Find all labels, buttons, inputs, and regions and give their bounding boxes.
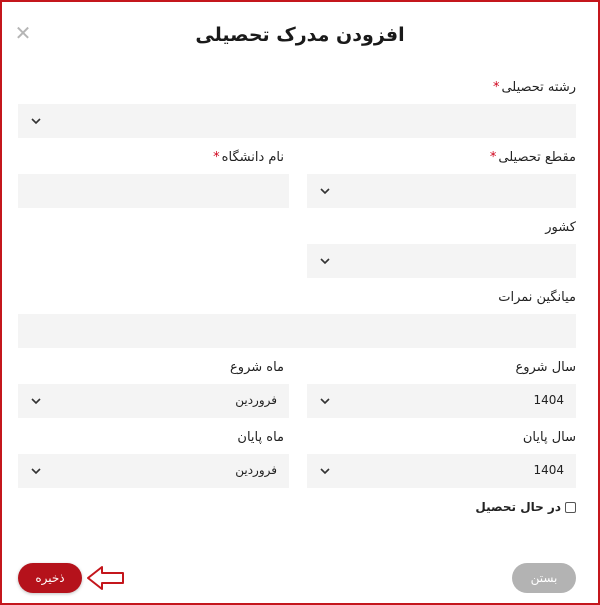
gpa-label: میانگین نمرات (498, 290, 576, 305)
required-marker: * (213, 150, 220, 165)
country-select[interactable] (307, 244, 576, 278)
degree-select[interactable] (307, 174, 576, 208)
chevron-down-icon (30, 115, 42, 127)
chevron-down-icon (30, 465, 42, 477)
degree-label (490, 150, 576, 165)
start-month-label: ماه شروع (230, 360, 284, 375)
chevron-down-icon (319, 185, 331, 197)
degree-label-text: مقطع تحصیلی (498, 150, 576, 165)
start-year-select[interactable] (307, 384, 576, 418)
save-button[interactable]: ذخیره (18, 563, 82, 593)
required-marker: * (492, 80, 500, 95)
start-year-label: سال شروع (515, 360, 576, 375)
university-name-input[interactable] (18, 174, 289, 208)
pointer-arrow-icon (86, 564, 126, 592)
chevron-down-icon (30, 395, 42, 407)
end-month-label: ماه پایان (237, 430, 284, 445)
end-month-select[interactable] (18, 454, 289, 488)
studying-label: در حال تحصیل (475, 500, 561, 514)
studying-checkbox[interactable] (565, 502, 576, 513)
end-year-select[interactable] (307, 454, 576, 488)
close-button[interactable]: بستن (512, 563, 576, 593)
required-marker: * (489, 150, 497, 165)
start-month-value: فروردین (235, 393, 277, 407)
university-name-label (213, 150, 284, 165)
field-of-study-select[interactable] (18, 104, 576, 138)
dialog-title: افزودن مدرک تحصیلی (195, 24, 405, 46)
close-icon[interactable]: ✕ (14, 21, 32, 45)
chevron-down-icon (319, 255, 331, 267)
country-label: کشور (545, 220, 576, 235)
studying-checkbox-row[interactable] (475, 500, 576, 514)
field-of-study-label (493, 80, 576, 95)
end-year-label: سال پایان (522, 430, 576, 445)
chevron-down-icon (319, 465, 331, 477)
chevron-down-icon (319, 395, 331, 407)
university-name-label-text: نام دانشگاه (221, 150, 284, 165)
start-month-select[interactable] (18, 384, 289, 418)
start-year-value: 1404 (533, 393, 564, 407)
gpa-input[interactable] (18, 314, 576, 348)
field-of-study-label-text: رشته تحصیلی (501, 80, 576, 95)
end-month-value: فروردین (235, 463, 277, 477)
end-year-value: 1404 (533, 463, 564, 477)
